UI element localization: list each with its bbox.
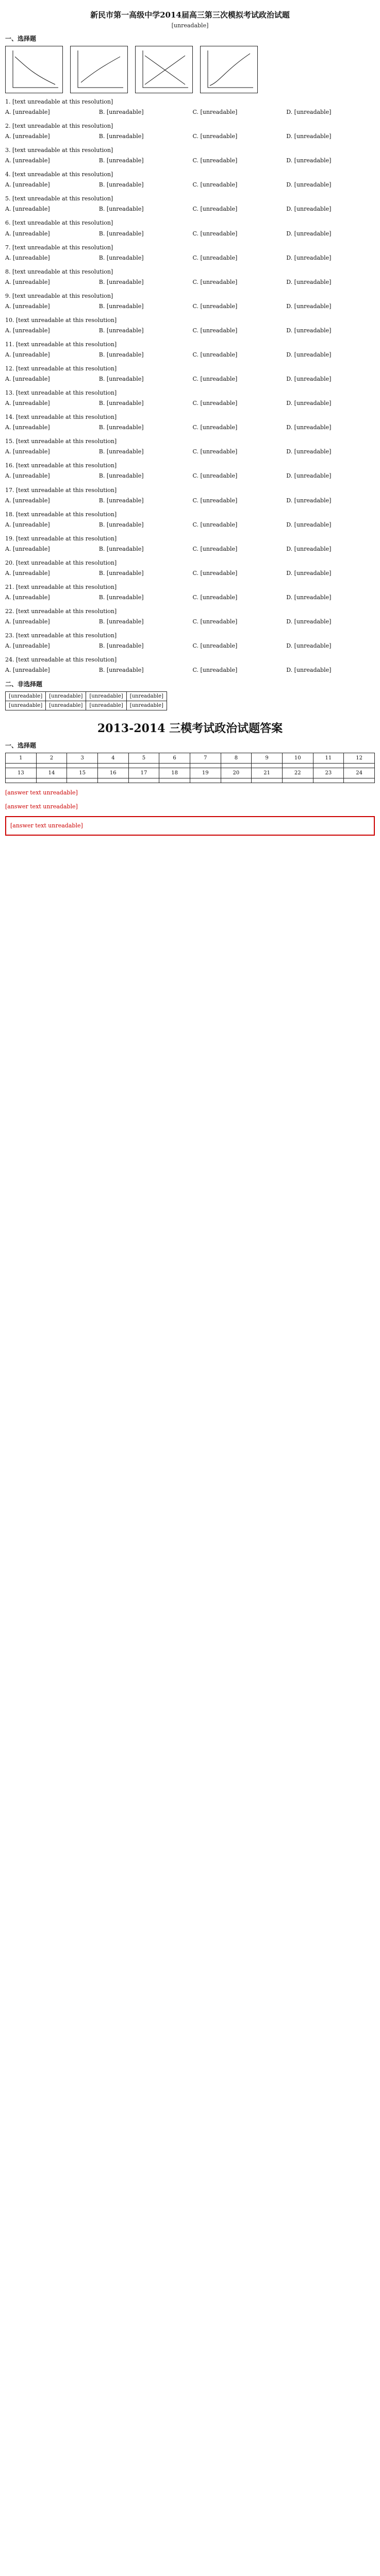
- question-item: [5, 558, 375, 578]
- question-option: C. [unreadable]: [192, 545, 238, 552]
- question-stem: 9. [text unreadable at this resolution]: [5, 292, 113, 299]
- question-options: [5, 496, 375, 505]
- question-options: [5, 617, 375, 626]
- answer-grid-cell: [97, 764, 128, 768]
- answer-grid-cell: 21: [252, 768, 283, 778]
- question-option: D. [unreadable]: [286, 521, 332, 528]
- answer-grid-cell: [67, 778, 98, 783]
- question-option: B. [unreadable]: [98, 497, 144, 504]
- question-options: [5, 229, 375, 238]
- answer-grid-cell: 14: [36, 768, 67, 778]
- question-stem: 15. [text unreadable at this resolution]: [5, 438, 117, 445]
- question-option: D. [unreadable]: [286, 181, 332, 189]
- answer-grid-cell: [97, 778, 128, 783]
- question-option: C. [unreadable]: [192, 400, 238, 407]
- question-option: C. [unreadable]: [192, 497, 238, 504]
- table-cell: [unreadable]: [126, 701, 167, 710]
- question-options: [5, 666, 375, 674]
- question-item: [5, 631, 375, 650]
- question-option: B. [unreadable]: [98, 667, 144, 674]
- question-option: C. [unreadable]: [192, 376, 238, 383]
- question-option: D. [unreadable]: [286, 400, 332, 407]
- question-option: A. [unreadable]: [5, 230, 50, 237]
- question-stem: 13. [text unreadable at this resolution]: [5, 389, 117, 397]
- answer-grid-cell: 3: [67, 753, 98, 764]
- question-options: [5, 641, 375, 650]
- question-stem: 12. [text unreadable at this resolution]: [5, 365, 117, 372]
- question-option: B. [unreadable]: [98, 594, 144, 601]
- question-option: D. [unreadable]: [286, 133, 332, 140]
- question-stem: 4. [text unreadable at this resolution]: [5, 171, 113, 178]
- question-option: B. [unreadable]: [98, 521, 144, 528]
- question-option: B. [unreadable]: [98, 472, 144, 480]
- answer-grid-cell: [159, 764, 190, 768]
- answer-title: 2013-2014 三模考试政治试题答案: [97, 722, 283, 736]
- question-options: [5, 593, 375, 602]
- question-options: [5, 350, 375, 359]
- exam-subtitle: [unreadable]: [171, 22, 209, 29]
- answer-grid-cell: 15: [67, 768, 98, 778]
- question-options: [5, 205, 375, 213]
- question-item: [5, 218, 375, 238]
- question-item: [5, 655, 375, 674]
- answer-grid-cell: [282, 764, 313, 768]
- question-option: A. [unreadable]: [5, 594, 50, 601]
- question-option: A. [unreadable]: [5, 667, 50, 674]
- question-option: C. [unreadable]: [192, 302, 238, 310]
- answer-grid-cell: [313, 778, 344, 783]
- question-option: A. [unreadable]: [5, 278, 50, 285]
- question-options: [5, 278, 375, 286]
- question-option: C. [unreadable]: [192, 569, 238, 577]
- question-option: B. [unreadable]: [98, 157, 144, 164]
- section-1-title: 一、选择题: [5, 35, 37, 42]
- question-option: B. [unreadable]: [98, 545, 144, 552]
- question-options: [5, 253, 375, 262]
- question-option: A. [unreadable]: [5, 376, 50, 383]
- question-option: A. [unreadable]: [5, 206, 50, 213]
- question-option: B. [unreadable]: [98, 327, 144, 334]
- answer-grid-cell: [344, 778, 375, 783]
- section-2-title: 二、非选择题: [5, 681, 43, 688]
- question-options: [5, 520, 375, 529]
- answer-grid-cell: 5: [128, 753, 159, 764]
- question-option: B. [unreadable]: [98, 206, 144, 213]
- question-option: A. [unreadable]: [5, 642, 50, 650]
- question-option: A. [unreadable]: [5, 133, 50, 140]
- answer-grid-cell: 24: [344, 768, 375, 778]
- question-item: [5, 146, 375, 165]
- question-option: D. [unreadable]: [286, 472, 332, 480]
- table-cell: [unreadable]: [46, 701, 86, 710]
- question-stem: 22. [text unreadable at this resolution]: [5, 607, 117, 615]
- answer-grid-cell: [128, 764, 159, 768]
- diagram-4: [200, 46, 258, 93]
- question-option: A. [unreadable]: [5, 569, 50, 577]
- question-options: [5, 423, 375, 432]
- answer-grid-cell: [282, 778, 313, 783]
- answer-grid-row: [6, 778, 375, 783]
- question-option: B. [unreadable]: [98, 181, 144, 189]
- question-stem: 14. [text unreadable at this resolution]: [5, 414, 117, 421]
- answer-grid-row: [6, 768, 375, 778]
- table-cell: [unreadable]: [126, 692, 167, 701]
- question-stem: 11. [text unreadable at this resolution]: [5, 341, 117, 348]
- question-option: A. [unreadable]: [5, 545, 50, 552]
- question-option: D. [unreadable]: [286, 254, 332, 261]
- table-cell: [unreadable]: [6, 692, 46, 701]
- question-stem: 7. [text unreadable at this resolution]: [5, 244, 113, 251]
- question-option: B. [unreadable]: [98, 400, 144, 407]
- question-option: C. [unreadable]: [192, 157, 238, 164]
- answer-grid-cell: 8: [221, 753, 252, 764]
- answer-grid-cell: [221, 778, 252, 783]
- question-option: D. [unreadable]: [286, 424, 332, 431]
- question-option: B. [unreadable]: [98, 133, 144, 140]
- question-stem: 10. [text unreadable at this resolution]: [5, 316, 117, 324]
- question-stem: 23. [text unreadable at this resolution]: [5, 632, 117, 639]
- question-stem: 20. [text unreadable at this resolution]: [5, 559, 117, 566]
- question-options: [5, 471, 375, 480]
- question-item: [5, 122, 375, 141]
- table-cell: [unreadable]: [86, 692, 126, 701]
- question-item: [5, 534, 375, 553]
- question-option: D. [unreadable]: [286, 448, 332, 455]
- answer-grid-cell: [36, 764, 67, 768]
- question-option: C. [unreadable]: [192, 594, 238, 601]
- question-options: [5, 326, 375, 335]
- answer-grid-cell: [159, 778, 190, 783]
- diagram-3-svg: [136, 46, 192, 93]
- question-option: D. [unreadable]: [286, 497, 332, 504]
- question-option: A. [unreadable]: [5, 181, 50, 189]
- question-stem: 8. [text unreadable at this resolution]: [5, 268, 113, 275]
- question-option: A. [unreadable]: [5, 472, 50, 480]
- table-cell: [unreadable]: [86, 701, 126, 710]
- question-item: [5, 194, 375, 213]
- question-option: D. [unreadable]: [286, 109, 332, 116]
- question-item: [5, 364, 375, 383]
- question-option: C. [unreadable]: [192, 521, 238, 528]
- diagram-4-svg: [201, 46, 257, 93]
- question-item: [5, 97, 375, 116]
- answer-grid-cell: [67, 764, 98, 768]
- question-option: B. [unreadable]: [98, 109, 144, 116]
- answer-grid-cell: [128, 778, 159, 783]
- question-option: B. [unreadable]: [98, 351, 144, 358]
- question-item: [5, 170, 375, 189]
- answer-box: [5, 816, 375, 836]
- question-item: [5, 510, 375, 529]
- answer-box-text: [answer text unreadable]: [10, 822, 83, 829]
- question-option: A. [unreadable]: [5, 424, 50, 431]
- question-option: D. [unreadable]: [286, 327, 332, 334]
- question-options: [5, 569, 375, 578]
- question-stem: 17. [text unreadable at this resolution]: [5, 486, 117, 494]
- answer-grid-cell: 10: [282, 753, 313, 764]
- question-item: [5, 413, 375, 432]
- answer-grid-cell: 2: [36, 753, 67, 764]
- question-stem: 24. [text unreadable at this resolution]: [5, 656, 117, 664]
- question-option: A. [unreadable]: [5, 618, 50, 625]
- question-option: A. [unreadable]: [5, 157, 50, 164]
- question-options: [5, 180, 375, 189]
- question-option: D. [unreadable]: [286, 157, 332, 164]
- question-option: D. [unreadable]: [286, 278, 332, 285]
- question-option: C. [unreadable]: [192, 206, 238, 213]
- question-option: B. [unreadable]: [98, 424, 144, 431]
- answer-grid-cell: 20: [221, 768, 252, 778]
- answer-grid-cell: 6: [159, 753, 190, 764]
- question-options: [5, 545, 375, 553]
- question-item: [5, 461, 375, 480]
- question-option: A. [unreadable]: [5, 448, 50, 455]
- diagram-3: [135, 46, 193, 93]
- answer-grid-cell: 12: [344, 753, 375, 764]
- question-option: B. [unreadable]: [98, 642, 144, 650]
- question-option: A. [unreadable]: [5, 327, 50, 334]
- answer-grid-cell: [190, 778, 221, 783]
- question-option: D. [unreadable]: [286, 569, 332, 577]
- answer-grid-cell: 13: [6, 768, 37, 778]
- diagram-1-svg: [6, 46, 62, 93]
- question-item: [5, 292, 375, 311]
- question-item: [5, 316, 375, 335]
- question-options: [5, 302, 375, 311]
- question-option: D. [unreadable]: [286, 618, 332, 625]
- question-option: C. [unreadable]: [192, 642, 238, 650]
- question-option: B. [unreadable]: [98, 618, 144, 625]
- question-item: [5, 267, 375, 286]
- answer-grid-cell: [36, 778, 67, 783]
- question-option: C. [unreadable]: [192, 109, 238, 116]
- question-item: [5, 486, 375, 505]
- answer-grid-cell: [313, 764, 344, 768]
- question-option: A. [unreadable]: [5, 400, 50, 407]
- question-option: C. [unreadable]: [192, 254, 238, 261]
- question-stem: 16. [text unreadable at this resolution]: [5, 462, 117, 469]
- answer-grid-cell: [6, 778, 37, 783]
- answer-subtitle: 一、选择题: [5, 742, 37, 750]
- answer-grid-row: [6, 753, 375, 764]
- question-option: D. [unreadable]: [286, 667, 332, 674]
- answer-grid-cell: 7: [190, 753, 221, 764]
- question-option: C. [unreadable]: [192, 618, 238, 625]
- answer-text-2: [answer text unreadable]: [5, 803, 78, 810]
- question-stem: 19. [text unreadable at this resolution]: [5, 535, 117, 542]
- question-stem: 21. [text unreadable at this resolution]: [5, 583, 117, 590]
- question-option: B. [unreadable]: [98, 278, 144, 285]
- question-item: [5, 388, 375, 408]
- question-stem: 2. [text unreadable at this resolution]: [5, 123, 113, 130]
- question-list: [5, 97, 375, 674]
- answer-grid-cell: [6, 764, 37, 768]
- answer-grid: [5, 753, 375, 783]
- question-option: D. [unreadable]: [286, 351, 332, 358]
- answer-grid-cell: 23: [313, 768, 344, 778]
- data-table-1: [5, 691, 167, 710]
- table-cell: [unreadable]: [6, 701, 46, 710]
- question-options: [5, 132, 375, 141]
- question-option: C. [unreadable]: [192, 424, 238, 431]
- question-option: C. [unreadable]: [192, 448, 238, 455]
- question-option: A. [unreadable]: [5, 254, 50, 261]
- question-option: D. [unreadable]: [286, 302, 332, 310]
- question-option: C. [unreadable]: [192, 230, 238, 237]
- question-option: B. [unreadable]: [98, 230, 144, 237]
- answer-grid-cell: 18: [159, 768, 190, 778]
- diagram-2-svg: [71, 46, 127, 93]
- question-option: D. [unreadable]: [286, 376, 332, 383]
- question-option: D. [unreadable]: [286, 545, 332, 552]
- answer-grid-cell: 1: [6, 753, 37, 764]
- question-item: [5, 583, 375, 602]
- table-cell: [unreadable]: [46, 692, 86, 701]
- answer-grid-cell: [252, 764, 283, 768]
- answer-grid-cell: 19: [190, 768, 221, 778]
- question-options: [5, 399, 375, 408]
- question-options: [5, 447, 375, 456]
- question-option: C. [unreadable]: [192, 472, 238, 480]
- question-stem: 18. [text unreadable at this resolution]: [5, 511, 117, 518]
- question-option: C. [unreadable]: [192, 181, 238, 189]
- question-option: C. [unreadable]: [192, 351, 238, 358]
- question-option: B. [unreadable]: [98, 569, 144, 577]
- question-stem: 3. [text unreadable at this resolution]: [5, 147, 113, 154]
- question-option: B. [unreadable]: [98, 254, 144, 261]
- question-option: B. [unreadable]: [98, 448, 144, 455]
- question-stem: 6. [text unreadable at this resolution]: [5, 219, 113, 227]
- answer-grid-row: [6, 764, 375, 768]
- question-option: A. [unreadable]: [5, 109, 50, 116]
- question-options: [5, 108, 375, 116]
- question-options: [5, 375, 375, 383]
- answer-grid-cell: [221, 764, 252, 768]
- question-options: [5, 156, 375, 165]
- answer-grid-cell: 16: [97, 768, 128, 778]
- answer-grid-cell: [252, 778, 283, 783]
- question-option: A. [unreadable]: [5, 497, 50, 504]
- question-stem: 1. [text unreadable at this resolution]: [5, 98, 113, 105]
- question-stem: 5. [text unreadable at this resolution]: [5, 195, 113, 202]
- question-item: [5, 243, 375, 262]
- question-item: [5, 607, 375, 626]
- question-option: A. [unreadable]: [5, 351, 50, 358]
- diagram-1: [5, 46, 63, 93]
- question-option: C. [unreadable]: [192, 133, 238, 140]
- figure-row: [5, 46, 375, 93]
- answer-grid-cell: 9: [252, 753, 283, 764]
- question-option: D. [unreadable]: [286, 642, 332, 650]
- answer-grid-cell: 4: [97, 753, 128, 764]
- answer-text-1: [answer text unreadable]: [5, 789, 78, 796]
- question-option: B. [unreadable]: [98, 302, 144, 310]
- question-option: D. [unreadable]: [286, 230, 332, 237]
- answer-grid-cell: 22: [282, 768, 313, 778]
- exam-title: 新民市第一高级中学2014届高三第三次模拟考试政治试题: [90, 10, 290, 20]
- question-option: A. [unreadable]: [5, 302, 50, 310]
- question-option: C. [unreadable]: [192, 667, 238, 674]
- answer-grid-cell: 11: [313, 753, 344, 764]
- question-option: A. [unreadable]: [5, 521, 50, 528]
- question-option: B. [unreadable]: [98, 376, 144, 383]
- answer-grid-cell: [344, 764, 375, 768]
- question-option: D. [unreadable]: [286, 594, 332, 601]
- question-item: [5, 437, 375, 456]
- diagram-2: [70, 46, 128, 93]
- question-item: [5, 340, 375, 359]
- answer-grid-cell: 17: [128, 768, 159, 778]
- question-option: C. [unreadable]: [192, 278, 238, 285]
- answer-grid-cell: [190, 764, 221, 768]
- question-option: C. [unreadable]: [192, 327, 238, 334]
- question-option: D. [unreadable]: [286, 206, 332, 213]
